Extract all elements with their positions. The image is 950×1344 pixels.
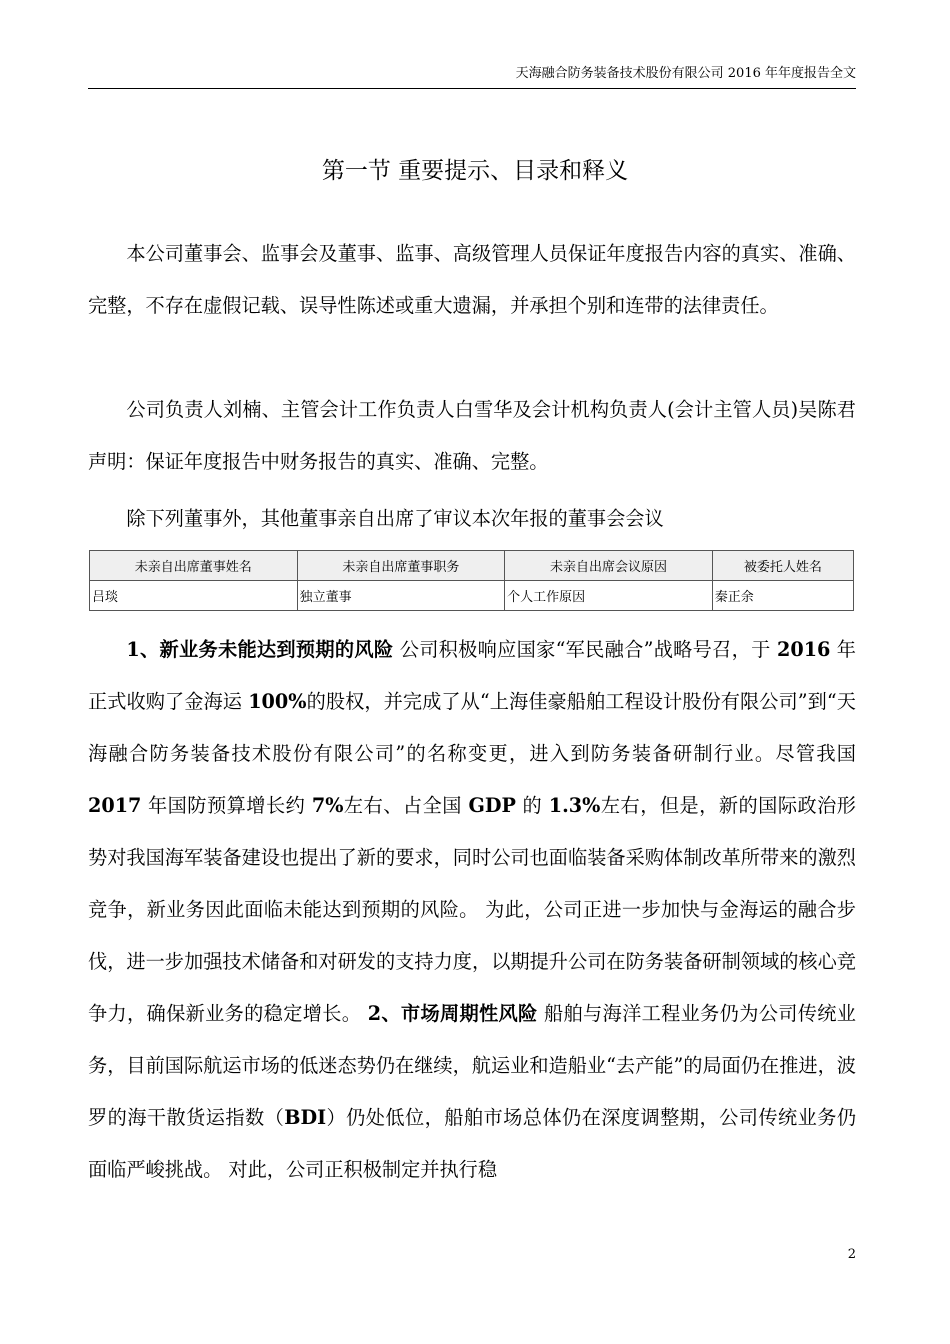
header-cell-reason: 未亲自出席会议原因 <box>505 551 713 581</box>
section-title: 第一节 重要提示、目录和释义 <box>321 158 629 184</box>
responsible-persons-statement: 公司负责人刘楠、主管会计工作负责人白雪华及会计机构负责人(会计主管人员)吴陈君声明：保证年度报告中财务报告的真实、准确、完整。 <box>88 398 856 473</box>
risk-factors-paragraph: 1、新业务未能达到预期的风险 公司积极响应国家“军民融合”战略号召，于 2016 年正式收购了金海运 100%的股权，并完成了从“上海佳豪船舶工程设计股份有限公司”到“天海融合防务装备技术股份有限公司”的名称变更，进入到防务装备研制行业。尽管我国 2017 年国防预算增长约 7%左右、占全国 GDP 的 1.3%左右，但是，新的国际政治形势对我国海军装备建设也提出了新的要求，同时公司也面临装备采购体制改革所带来的激烈竞争，新业务因此面临未能达到预期的风险。 为此，公司正进一步加快与金海运的融合步伐，进一步加强技术储备和对研发的支持力度，以期提升公司在防务装备研制领域的核心竞争力，确保新业务的稳定增长。 2、市场周期性风险 船舶与海洋工程业务仍为公司传统业务，目前国际航运市场的低迷态势仍在继续，航运业和造船业“去产能”的局面仍在推进，波罗的海干散货运指数（BDI）仍处低位，船舶市场总体仍在深度调整期，公司传统业务仍面临严峻挑战。 对此，公司正积极制定并执行稳 <box>88 638 857 1181</box>
cell-director-position: 独立董事 <box>297 581 505 611</box>
cell-proxy-name: 秦正余 <box>712 581 853 611</box>
cell-director-name: 吕琰 <box>90 581 298 611</box>
cell-absence-reason: 个人工作原因 <box>505 581 713 611</box>
page-number: 2 <box>847 1247 856 1262</box>
absent-directors-intro: 除下列董事外，其他董事亲自出席了审议本次年报的董事会会议 <box>126 507 664 530</box>
page-header: 天海融合防务装备技术股份有限公司 2016 年年度报告全文 <box>88 64 856 89</box>
header-cell-proxy: 被委托人姓名 <box>712 551 853 581</box>
absent-directors-table <box>89 550 854 611</box>
risk-heading-market-cycle: 2、市场周期性风险 <box>367 1002 538 1025</box>
risk-heading-new-business: 1、新业务未能达到预期的风险 <box>126 638 394 661</box>
table-header-row <box>90 551 854 581</box>
header-cell-position: 未亲自出席董事职务 <box>297 551 505 581</box>
header-cell-name: 未亲自出席董事姓名 <box>90 551 298 581</box>
table-row <box>90 581 854 611</box>
declaration-paragraph: 本公司董事会、监事会及董事、监事、高级管理人员保证年度报告内容的真实、准确、完整，不存在虚假记载、误导性陈述或重大遗漏，并承担个别和连带的法律责任。 <box>88 242 856 317</box>
